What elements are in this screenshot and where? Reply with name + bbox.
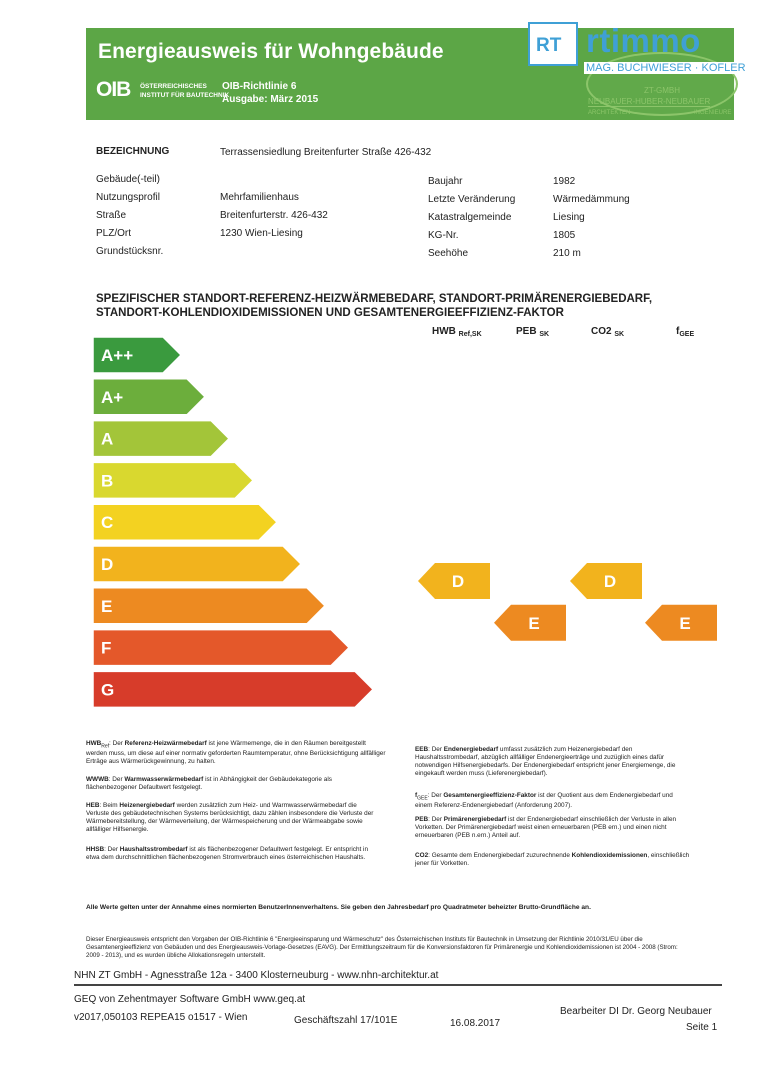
column-head-peb: PEB $_{SK}$ xyxy=(516,326,550,338)
scale-bar-f xyxy=(93,630,349,666)
footer-version: v2017,050103 REPEA15 o1517 - Wien xyxy=(74,1012,248,1023)
note-assumption: Alle Werte gelten unter der Annahme eines normierten BenutzerInnenverhaltens. Sie geben den Jahresbedarf pro Quadratmeter beheizter Brutto-Grundfläche an. xyxy=(86,904,591,911)
info-value-veraenderung: Wärmedämmung xyxy=(553,194,630,205)
scale-bar-e xyxy=(93,588,325,624)
scale-bar-b xyxy=(93,462,253,498)
column-head-fgee: $f_{GEE}$ xyxy=(676,326,695,338)
info-label-katastral: Katastralgemeinde xyxy=(428,212,512,223)
scale-bar-label: A xyxy=(101,429,114,449)
logo-box-text: RT xyxy=(536,35,562,56)
footer-company: NHN ZT GmbH - Agnesstraße 12a - 3400 Klosterneuburg - www.nhn-architektur.at xyxy=(74,970,439,981)
scale-bar-label: C xyxy=(101,513,114,533)
oib-logo: OIB xyxy=(96,78,131,101)
info-value-seehoehe: 210 m xyxy=(553,248,581,259)
rating-arrow-hwb xyxy=(418,563,490,599)
logo-nhn: NEUBAUER-HUBER-NEUBAUER xyxy=(588,97,711,106)
scale-bar-g xyxy=(93,671,373,707)
legend-hhsb: HHSB: Der Haushaltsstrombedarf ist als flächenbezogener Defaultwert festgelegt. Er entspricht in etwa dem durchschnittlichen flächenbezogenen Stromverbrauch eines österreichischen Haushalts. xyxy=(86,846,369,861)
scale-bar-label: A+ xyxy=(101,387,124,407)
rating-arrow-label: D xyxy=(603,572,617,591)
rating-arrow-co2 xyxy=(570,563,642,599)
scale-bar-c xyxy=(93,504,277,540)
info-value-strasse: Breitenfurterstr. 426-432 xyxy=(220,210,328,221)
logo-subtitle: MAG. BUCHWIESER · KOFLER xyxy=(586,62,746,74)
legend-hwb: $HWB_{Ref}$: Der Referenz-Heizwärmebedarf ist jene Wärmemenge, die in den Räumen bereitgestellt werden muss, um diese auf einer normativ geforderten Raumtemperatur, ohne Berücksichtigung allfälliger Erträge aus Wärmerückgewinnung, zu halten. xyxy=(86,740,386,766)
scale-bar-label: D xyxy=(101,555,114,574)
column-head-co2: CO2 $_{SK}$ xyxy=(591,326,625,338)
document-title: Energieausweis für Wohngebäude xyxy=(98,40,444,63)
info-value-kgnr: 1805 xyxy=(553,230,576,241)
info-value-nutzungsprofil: Mehrfamilienhaus xyxy=(220,192,299,203)
footer-divider xyxy=(74,984,722,986)
info-label-baujahr: Baujahr xyxy=(428,176,463,187)
section-heading-line-2: STANDORT-KOHLENDIOXIDEMISSIONEN UND GESAMTENERGIEEFFIZIENZ-FAKTOR xyxy=(96,307,564,319)
info-label-nutzungsprofil: Nutzungsprofil xyxy=(96,192,160,203)
info-value-katastral: Liesing xyxy=(553,212,585,223)
info-label-gebaeude: Gebäude(-teil) xyxy=(96,174,160,185)
scale-bar-d xyxy=(93,546,301,582)
note-legal: Dieser Energieausweis entspricht den Vorgaben der OIB-Richtlinie 6 "Energieeinsparung und Wärmeschutz" des Österreichischen Instituts für Bautechnik in Umsetzung der Richtlinie 2010/31/EU über die Gesamtenergieeffizienz von Gebäuden und des Energieausweis-Vorlage-Gesetzes (EAVG). Der Ermittlungszeitraum für die Konversionsfaktoren für Primärenergie und Kohlendioxidemissionen ist 2004 - 2008 (Strom: 2009 - 2013), und es wurden übliche Allokationsregeln unterstellt. xyxy=(86,936,678,959)
legend-peb: PEB: Der Primärenergiebedarf ist der Endenergiebedarf einschließlich der Verluste in allen Vorketten. Der Primärenergiebedarf weist einen erneuerbaren (PEB ern.) und einen nicht erneuerbaren (PEB n.ern.) Anteil auf. xyxy=(415,816,677,839)
rating-arrow-label: E xyxy=(679,613,691,633)
ausgabe-label: Ausgabe: März 2015 xyxy=(222,94,319,105)
scale-bar-aplus xyxy=(93,379,205,415)
scale-bar-label: G xyxy=(101,680,115,700)
footer-software: GEQ von Zehentmayer Software GmbH www.geq.at xyxy=(74,994,306,1005)
legend-eeb: EEB: Der Endenergiebedarf umfasst zusätzlich zum Heizenergiebedarf den Haushaltsstrombedarf, abzüglich allfälliger Endenergieerträge und zuzüglich eines dafür notwendigen Hilfsenergiebedarfs. Der Endenergiebedarf entspricht jener Energiemenge, die eingekauft werden muss (Lieferenergiebedarf). xyxy=(415,746,676,777)
rating-arrow-label: D xyxy=(451,572,465,591)
footer-date: 16.08.2017 xyxy=(450,1018,501,1029)
rating-arrow-label: E xyxy=(528,613,540,633)
legend-co2: CO2: Gesamte dem Endenergiebedarf zuzurechnende Kohlendioxidemissionen, einschließlich jener für Vorketten. xyxy=(415,852,690,867)
section-heading-line-1: SPEZIFISCHER STANDORT-REFERENZ-HEIZWÄRMEBEDARF, STANDORT-PRIMÄRENERGIEBEDARF, xyxy=(96,293,653,305)
info-value-plz: 1230 Wien-Liesing xyxy=(220,228,303,239)
oib-name-line-1: ÖSTERREICHISCHES xyxy=(140,83,207,90)
legend-fgee: $f_{GEE}$: Der Gesamtenergieeffizienz-Faktor ist der Quotient aus dem Endenergiebedarf und einem Referenz-Endenergiebedarf (Anforderung 2007). xyxy=(415,792,673,810)
footer-page: Seite 1 xyxy=(686,1022,718,1033)
info-value-baujahr: 1982 xyxy=(553,176,576,187)
info-label-veraenderung: Letzte Veränderung xyxy=(428,194,516,205)
oib-name-line-2: INSTITUT FÜR BAUTECHNIK xyxy=(140,92,230,99)
scale-bar-label: F xyxy=(101,638,112,658)
richtlinie-label: OIB-Richtlinie 6 xyxy=(222,81,297,92)
logo-zt: ZT-GMBH xyxy=(644,86,680,95)
info-label-strasse: Straße xyxy=(96,210,127,221)
footer-bearbeiter: Bearbeiter DI Dr. Georg Neubauer xyxy=(560,1006,712,1017)
info-label-plz: PLZ/Ort xyxy=(96,228,132,239)
scale-bar-a xyxy=(93,421,229,457)
scale-bar-label: A++ xyxy=(101,346,134,365)
legend-wwwb: WWWB: Der Warmwasserwärmebedarf ist in Abhängigkeit der Gebäudekategorie als flächenbezogener Defaultwert festgelegt. xyxy=(86,776,332,791)
info-label-grundstueck: Grundstücksnr. xyxy=(96,246,164,257)
scale-bar-aplusplus xyxy=(93,337,181,373)
info-label-seehoehe: Seehöhe xyxy=(428,248,469,259)
rating-arrow-peb xyxy=(494,605,566,641)
bezeichnung-label: BEZEICHNUNG xyxy=(96,146,170,157)
rating-arrow-f xyxy=(645,605,717,641)
logo-architekten: ARCHITEKTEN xyxy=(588,110,631,116)
scale-bar-label: E xyxy=(101,596,113,616)
info-label-kgnr: KG-Nr. xyxy=(428,230,459,241)
legend-heb: HEB: Beim Heizenergiebedarf werden zusätzlich zum Heiz- und Warmwasserwärmebedarf die Verluste des gebäudetechnischen Systems berücksichtigt, dazu zählen insbesondere die Verluste der Wärmebereitstellung, der Wärmeverteilung, der Wärmespeicherung und der Wärmeabgabe sowie allfälliger Hilfsenergie. xyxy=(86,802,374,833)
logo-name: rtimmo xyxy=(586,22,701,59)
logo-ingenieure: INGENIEURE xyxy=(694,110,732,116)
footer-geschaeftszahl: Geschäftszahl 17/101E xyxy=(294,1015,398,1026)
scale-bar-label: B xyxy=(101,471,114,491)
column-head-hwb: HWB $_{Ref,SK}$ xyxy=(432,326,482,338)
bezeichnung-value: Terrassensiedlung Breitenfurter Straße 426-432 xyxy=(220,147,432,158)
